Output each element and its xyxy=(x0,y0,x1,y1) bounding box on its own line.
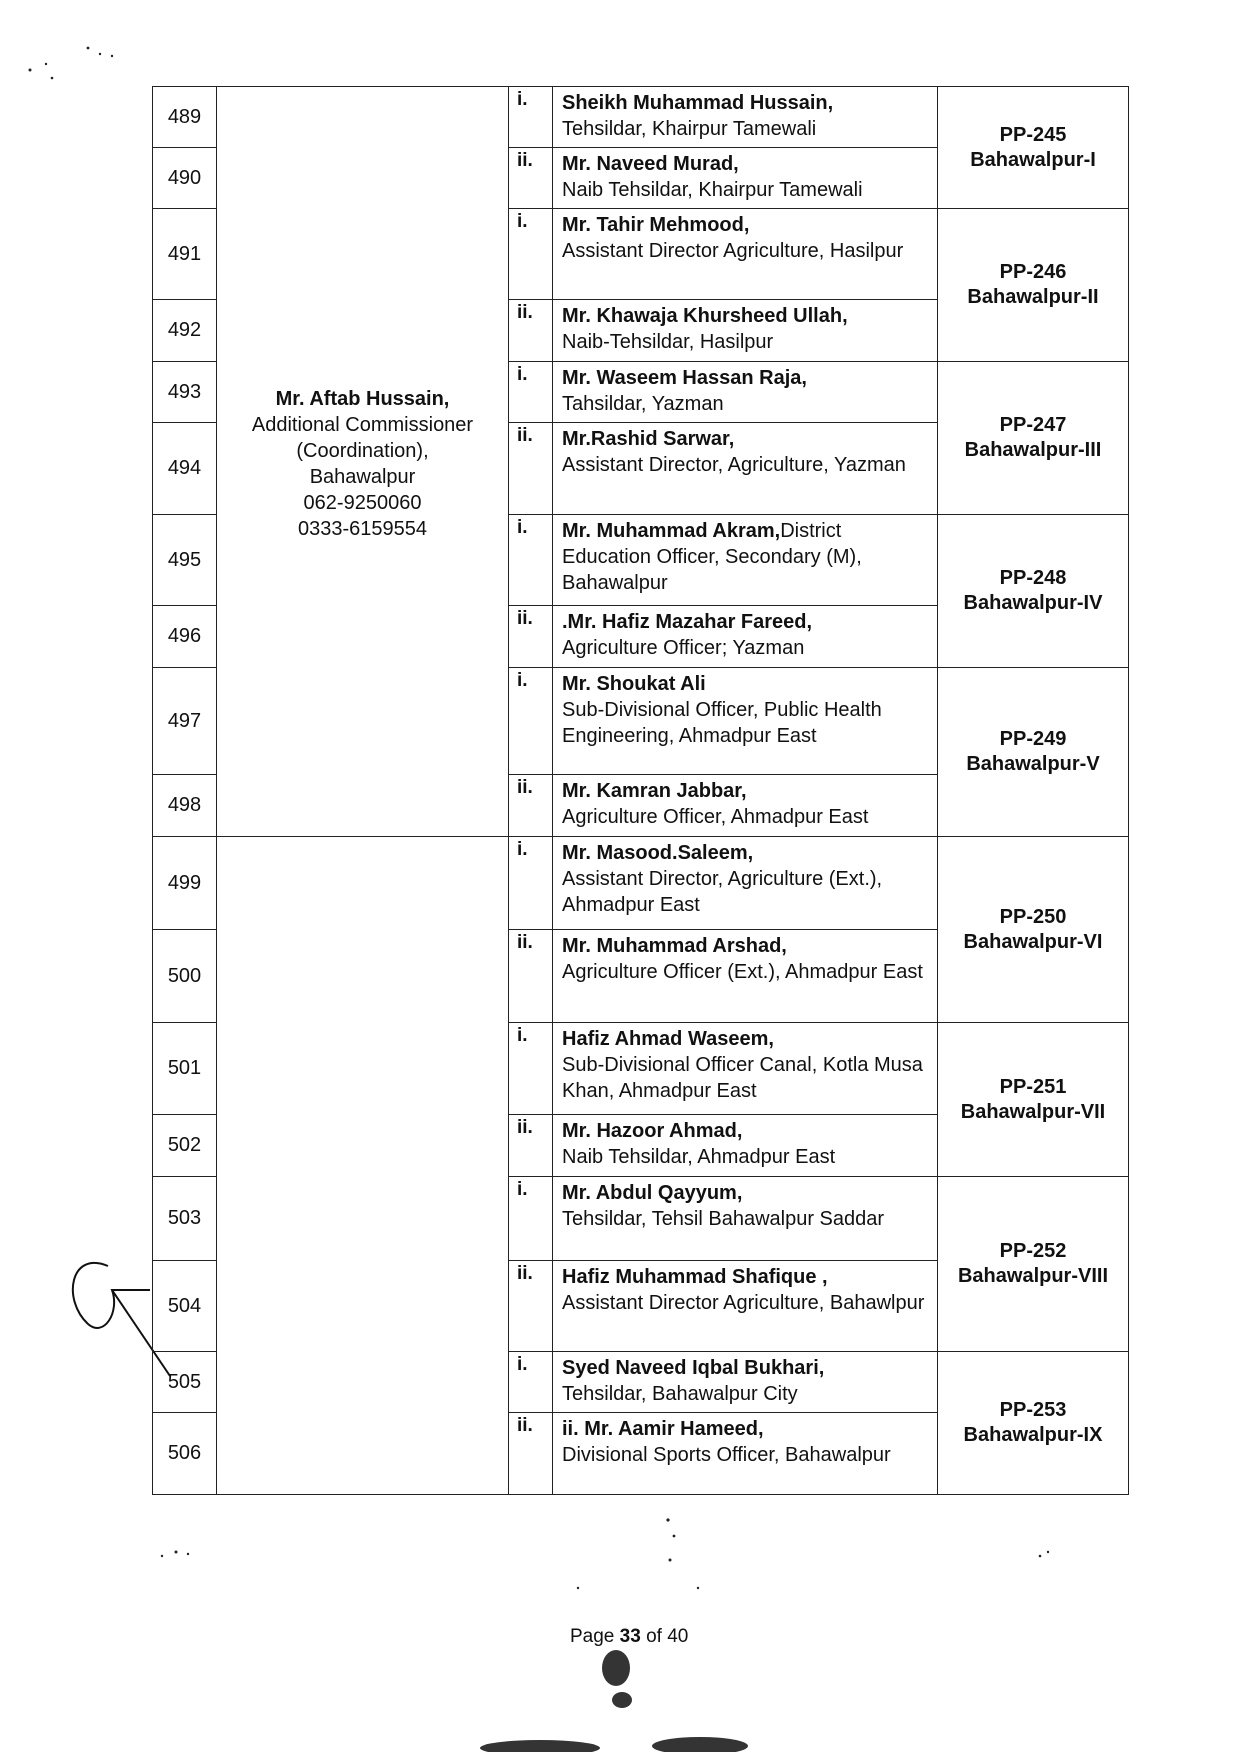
constituency-cell xyxy=(938,837,1129,1023)
staff-designation: Sub-Divisional Officer, Public Health Engineering, Ahmadpur East xyxy=(562,699,882,747)
constituency-name: Bahawalpur-IX xyxy=(963,1424,1103,1446)
staff-name: Syed Naveed Iqbal Bukhari, xyxy=(562,1357,825,1379)
staff-cell xyxy=(553,87,938,148)
serial-number: 492 xyxy=(153,300,217,362)
item-index: i. xyxy=(509,209,553,300)
serial-number: 490 xyxy=(153,148,217,209)
staff-name: Mr. Waseem Hassan Raja, xyxy=(562,367,807,389)
officer-city: Bahawalpur xyxy=(309,466,416,488)
item-index: ii. xyxy=(509,1115,553,1177)
staff-cell xyxy=(553,209,938,300)
item-index: ii. xyxy=(509,1413,553,1495)
serial-number: 494 xyxy=(153,423,217,515)
staff-name: Sheikh Muhammad Hussain, xyxy=(562,92,834,114)
constituency-cell xyxy=(938,1352,1129,1495)
staff-designation: Naib Tehsildar, Khairpur Tamewali xyxy=(562,179,863,201)
staff-name: Mr. Khawaja Khursheed Ullah, xyxy=(562,305,848,327)
item-index: i. xyxy=(509,668,553,775)
staff-name: Mr. Kamran Jabbar, xyxy=(562,780,747,802)
staff-name: Hafiz Muhammad Shafique , xyxy=(562,1266,828,1288)
constituency-cell xyxy=(938,668,1129,837)
staff-name: Mr. Masood.Saleem, xyxy=(562,842,754,864)
item-index: ii. xyxy=(509,300,553,362)
item-index: ii. xyxy=(509,423,553,515)
staff-designation: Tehsildar, Tehsil Bahawalpur Saddar xyxy=(562,1208,885,1230)
item-index: ii. xyxy=(509,930,553,1023)
serial-number: 502 xyxy=(153,1115,217,1177)
constituency-name: Bahawalpur-IV xyxy=(963,592,1103,614)
constituency-code: PP-253 xyxy=(999,1399,1067,1421)
staff-name: Mr. Abdul Qayyum, xyxy=(562,1182,743,1204)
staff-designation: Tahsildar, Yazman xyxy=(562,393,724,415)
serial-number: 497 xyxy=(153,668,217,775)
staff-cell xyxy=(553,515,938,606)
staff-name: Mr.Rashid Sarwar, xyxy=(562,428,735,450)
staff-designation: Agriculture Officer; Yazman xyxy=(562,637,805,659)
staff-cell xyxy=(553,423,938,515)
serial-number: 500 xyxy=(153,930,217,1023)
staff-name: Mr. Shoukat Ali xyxy=(562,673,706,695)
staff-cell xyxy=(553,775,938,837)
staff-cell xyxy=(553,1177,938,1261)
constituency-cell xyxy=(938,87,1129,209)
staff-designation: Sub-Divisional Officer Canal, Kotla Musa Khan, Ahmadpur East xyxy=(562,1054,923,1102)
staff-designation: Agriculture Officer (Ext.), Ahmadpur East xyxy=(562,961,923,983)
staff-name: Hafiz Ahmad Waseem, xyxy=(562,1028,774,1050)
item-index: i. xyxy=(509,87,553,148)
constituency-cell xyxy=(938,209,1129,362)
officer-department: (Coordination), xyxy=(296,440,429,462)
staff-name: Mr. Muhammad Arshad, xyxy=(562,935,787,957)
item-index: i. xyxy=(509,1177,553,1261)
staff-designation: District Education Officer, Secondary (M), Bahawalpur xyxy=(562,520,862,594)
officer-mobile: 0333-6159554 xyxy=(297,518,427,540)
serial-number: 498 xyxy=(153,775,217,837)
table-row xyxy=(153,87,1129,148)
constituency-code: PP-248 xyxy=(999,567,1067,589)
staff-designation: Naib-Tehsildar, Hasilpur xyxy=(562,331,774,353)
staff-cell xyxy=(553,1413,938,1495)
constituency-name: Bahawalpur-I xyxy=(970,148,1096,171)
item-index: ii. xyxy=(509,1261,553,1352)
staff-cell xyxy=(553,606,938,668)
staff-name: Mr. Hazoor Ahmad, xyxy=(562,1120,743,1142)
staff-name: .Mr. Hafiz Mazahar Fareed, xyxy=(562,611,813,633)
supervising-officer-cell xyxy=(217,87,509,837)
officer-phone: 062-9250060 xyxy=(303,492,422,514)
serial-number: 503 xyxy=(153,1177,217,1261)
supervising-officer-cell-empty xyxy=(217,837,509,1495)
staff-designation: Assistant Director, Agriculture, Yazman xyxy=(562,454,906,476)
serial-number: 493 xyxy=(153,362,217,423)
staff-cell xyxy=(553,1115,938,1177)
item-index: ii. xyxy=(509,148,553,209)
staff-cell xyxy=(553,148,938,209)
staff-cell xyxy=(553,1023,938,1115)
constituency-cell xyxy=(938,362,1129,515)
serial-number: 501 xyxy=(153,1023,217,1115)
election-staff-table xyxy=(152,86,1129,1495)
constituency-code: PP-245 xyxy=(999,123,1067,146)
constituency-code: PP-249 xyxy=(999,728,1067,750)
serial-number: 491 xyxy=(153,209,217,300)
serial-number: 489 xyxy=(153,87,217,148)
table-row xyxy=(153,837,1129,930)
staff-cell xyxy=(553,668,938,775)
total-pages: 40 xyxy=(667,1626,689,1647)
page-separator: of xyxy=(640,1626,668,1647)
constituency-name: Bahawalpur-VIII xyxy=(957,1265,1109,1287)
constituency-code: PP-247 xyxy=(999,414,1067,436)
item-index: ii. xyxy=(509,775,553,837)
constituency-name: Bahawalpur-V xyxy=(966,753,1100,775)
constituency-code: PP-251 xyxy=(999,1075,1067,1098)
current-page: 33 xyxy=(619,1626,641,1647)
page-prefix: Page xyxy=(570,1626,620,1647)
constituency-name: Bahawalpur-II xyxy=(967,286,1099,308)
serial-number: 496 xyxy=(153,606,217,668)
constituency-name: Bahawalpur-VII xyxy=(960,1100,1106,1123)
item-index: i. xyxy=(509,362,553,423)
staff-cell xyxy=(553,837,938,930)
constituency-name: Bahawalpur-VI xyxy=(963,930,1103,953)
constituency-cell xyxy=(938,1023,1129,1177)
staff-designation: Naib Tehsildar, Ahmadpur East xyxy=(562,1146,836,1168)
staff-cell xyxy=(553,1261,938,1352)
staff-designation: Assistant Director, Agriculture (Ext.), Ahmadpur East xyxy=(562,868,883,916)
constituency-code: PP-246 xyxy=(999,261,1067,283)
staff-cell xyxy=(553,1352,938,1413)
serial-number: 504 xyxy=(153,1261,217,1352)
officer-name: Mr. Aftab Hussain, xyxy=(275,388,450,410)
constituency-code: PP-250 xyxy=(999,905,1067,928)
staff-designation: Agriculture Officer, Ahmadpur East xyxy=(562,806,869,828)
serial-number: 495 xyxy=(153,515,217,606)
serial-number: 505 xyxy=(153,1352,217,1413)
staff-name: Mr. Muhammad Akram, xyxy=(562,520,781,542)
staff-cell xyxy=(553,930,938,1023)
staff-designation: Divisional Sports Officer, Bahawalpur xyxy=(562,1444,891,1466)
officer-title: Additional Commissioner xyxy=(251,414,474,436)
staff-designation: Tehsildar, Khairpur Tamewali xyxy=(562,118,817,140)
staff-designation: Assistant Director Agriculture, Hasilpur xyxy=(562,240,904,262)
staff-name: ii. Mr. Aamir Hameed, xyxy=(562,1418,764,1440)
staff-cell xyxy=(553,362,938,423)
item-index: i. xyxy=(509,515,553,606)
staff-designation: Tehsildar, Bahawalpur City xyxy=(562,1383,798,1405)
staff-name: Mr. Tahir Mehmood, xyxy=(562,214,750,236)
constituency-name: Bahawalpur-III xyxy=(964,439,1102,461)
constituency-cell xyxy=(938,1177,1129,1352)
page-number xyxy=(570,1626,688,1648)
item-index: i. xyxy=(509,1352,553,1413)
item-index: i. xyxy=(509,1023,553,1115)
staff-name: Mr. Naveed Murad, xyxy=(562,153,739,175)
serial-number: 506 xyxy=(153,1413,217,1495)
item-index: ii. xyxy=(509,606,553,668)
item-index: i. xyxy=(509,837,553,930)
staff-designation: Assistant Director Agriculture, Bahawlpur xyxy=(562,1292,925,1314)
staff-cell xyxy=(553,300,938,362)
constituency-code: PP-252 xyxy=(999,1240,1067,1262)
serial-number: 499 xyxy=(153,837,217,930)
constituency-cell xyxy=(938,515,1129,668)
